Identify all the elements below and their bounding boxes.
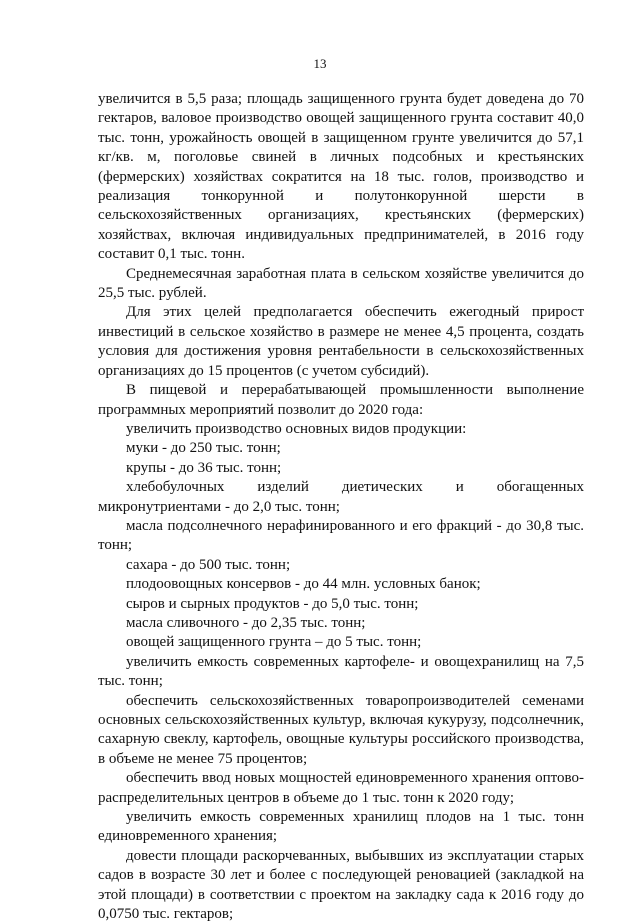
list-item: обеспечить сельскохозяйственных товаропроизводителей семенами основных сельскохозяйственных культур, включая кукурузу, подсолнечник, сахарную свеклу, картофель, овощные культуры российского производства, в объеме не менее 75 процентов; [98, 692, 584, 767]
list-item: овощей защищенного грунта – до 5 тыс. тонн; [126, 634, 422, 651]
list-item: масла сливочного - до 2,35 тыс. тонн; [126, 614, 366, 631]
list-item: обеспечить ввод новых мощностей единовременного хранения оптово-распределительных центров в объеме до 1 тыс. тонн к 2020 году; [98, 770, 584, 806]
list-item: хлебобулочных изделий диетических и обогащенных микронутриентами - до 2,0 тыс. тонн; [98, 479, 584, 515]
list-item: плодоовощных консервов - до 44 млн. условных банок; [126, 576, 481, 593]
list-item: сыров и сырных продуктов - до 5,0 тыс. тонн; [126, 595, 419, 612]
paragraph: Среднемесячная заработная плата в сельском хозяйстве увеличится до 25,5 тыс. рублей. [98, 265, 584, 302]
list-item: довести площади раскорчеванных, выбывших из эксплуатации старых садов в возрасте 30 лет и более с последующей реновацией (закладкой на этой площади) в соответствии с проектом на закладку сада к 2016 году до 0,0750 тыс. гектаров; [98, 847, 584, 923]
paragraph: увеличится в 5,5 раза; площадь защищенного грунта будет доведена до 70 гектаров, валовое производство овощей защищенного грунта составит 40,0 тыс. тонн, урожайность овощей в защищенном грунте увеличится до 57,1 кг/кв. м, поголовье свиней в личных подсобных и крестьянских (фермерских) хозяйствах сократится на 18 тыс. голов, производство и реализация тонкорунной и полутонкорунной шерсти в сельскохозяйственных организациях, крестьянских (фермерских) хозяйствах, включая индивидуальных предпринимателей, в 2016 году составит 0,1 тыс. тонн. [98, 91, 584, 263]
list-item: увеличить емкость современных картофеле- и овощехранилищ на 7,5 тыс. тонн; [98, 653, 584, 690]
paragraph: В пищевой и перерабатывающей промышленности выполнение программных мероприятий позволит до 2020 года: [98, 382, 584, 418]
page-number: 13 [313, 56, 327, 71]
list-item: увеличить емкость современных хранилищ плодов на 1 тыс. тонн единовременного хранения; [98, 809, 584, 845]
list-item: масла подсолнечного нерафинированного и его фракций - до 30,8 тыс. тонн; [98, 517, 584, 554]
list-item: увеличить производство основных видов продукции: [126, 420, 467, 437]
body-text [98, 90, 584, 924]
list-item: сахара - до 500 тыс. тонн; [126, 556, 291, 573]
list-item: муки - до 250 тыс. тонн; [126, 440, 281, 457]
paragraph: Для этих целей предполагается обеспечить ежегодный прирост инвестиций в сельское хозяйство в размере не менее 4,5 процента, создать условия для достижения уровня рентабельности в сельскохозяйственных организациях до 15 процентов (с учетом субсидий). [98, 304, 584, 379]
list-item: крупы - до 36 тыс. тонн; [126, 459, 282, 476]
